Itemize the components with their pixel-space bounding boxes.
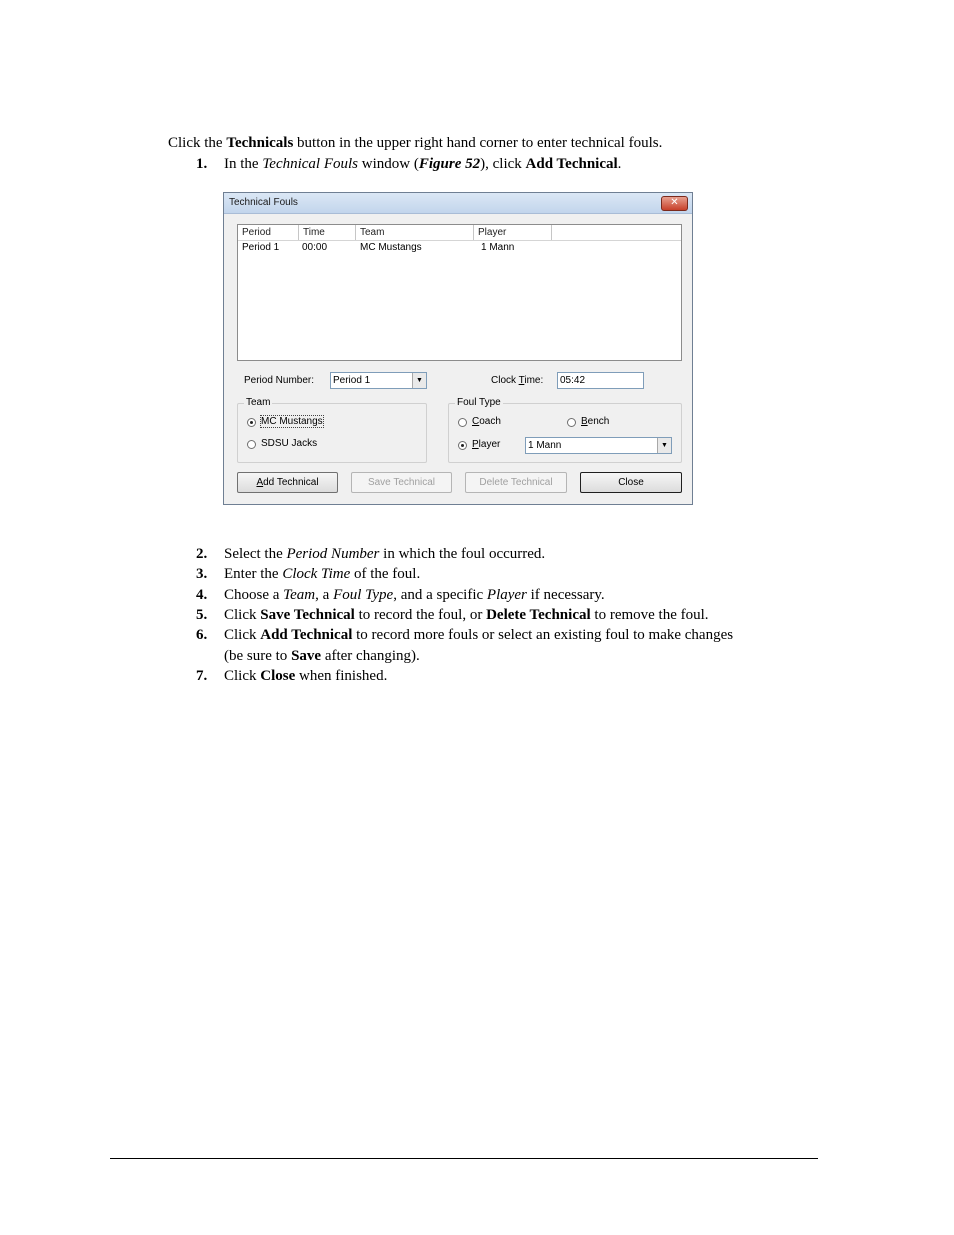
step-text-part: window ( [358,156,419,172]
team-option-mc-mustangs[interactable]: MC Mustangs [261,416,323,427]
step-text-part: to remove the foul. [590,607,709,623]
step-text-part: if necessary. [526,587,605,603]
team-radio-sdsu-jacks[interactable] [247,440,256,449]
row-period: Period 1 [242,242,280,253]
window-titlebar [224,193,692,214]
foul-radio-coach[interactable] [458,418,467,427]
step-3-number: 3. [196,566,208,582]
step-5-text [224,605,709,626]
foul-type-group [448,397,682,463]
step-text-part: Close [260,668,296,684]
step-text-part: Clock Time [282,566,351,582]
step-text-part: Period Number [286,546,380,562]
intro-bold: Technicals [226,135,294,151]
chevron-down-icon[interactable]: ▼ [412,373,426,388]
step-text-part: to record more fouls or select an existing foul to make changes [352,627,734,643]
team-option-sdsu-jacks[interactable]: SDSU Jacks [261,438,318,449]
step-text-part: Choose a [224,587,284,603]
period-number-label: Period Number: [244,375,315,386]
row-team: MC Mustangs [360,242,422,253]
team-group-title: Team [246,397,271,408]
row-time: 00:00 [302,242,328,253]
window-title: Technical Fouls [229,197,298,208]
step-1-text [224,154,621,175]
step-text-part: Add Technical [525,156,618,172]
foul-type-group-title: Foul Type [457,397,501,408]
step-text-part: Technical Fouls [262,156,359,172]
step-6-text-line2 [224,646,420,667]
foul-option-player[interactable]: Player [472,439,501,450]
step-text-part: ), click [480,156,526,172]
step-text-part: after changing). [321,648,420,664]
intro-paragraph [168,133,662,153]
step-text-part: Add Technical [260,627,353,643]
step-text-part: Player [486,587,527,603]
period-number-value: Period 1 [333,375,371,386]
team-group [237,397,427,463]
close-icon[interactable]: ✕ [661,196,688,211]
step-text-part: . [617,156,622,172]
step-text-part: Foul Type [333,587,394,603]
step-1-number: 1. [196,156,208,172]
step-7-text [224,666,387,687]
list-header [238,225,681,241]
row-player: 1 Mann [481,242,515,253]
step-text-part: Enter the [224,566,283,582]
step-4-number: 4. [196,587,208,603]
clock-time-label: Clock Time: [491,375,544,386]
step-text-part: when finished. [295,668,388,684]
step-text-part: Team [283,587,316,603]
add-technical-button[interactable]: Add Technical [237,472,338,493]
column-time[interactable]: Time [299,225,356,240]
step-6-number: 6. [196,627,208,643]
step-6-text [224,625,733,646]
team-radio-mc-mustangs[interactable] [247,418,256,427]
step-text-part: in which the foul occurred. [379,546,546,562]
foul-radio-bench[interactable] [567,418,576,427]
step-text-part: In the [224,156,263,172]
foul-option-coach[interactable]: Coach [472,416,501,427]
step-text-part: to record the foul, or [354,607,487,623]
step-text-part: Figure 52 [418,156,481,172]
column-period[interactable]: Period [238,225,299,240]
foul-option-bench[interactable]: Bench [581,416,610,427]
column-player[interactable]: Player [474,225,552,240]
step-text-part: Click [224,607,261,623]
step-text-part: Save Technical [260,607,355,623]
step-text-part: Click [224,627,261,643]
footer-rule [110,1158,818,1159]
player-combo[interactable] [525,437,672,454]
clock-time-input[interactable]: 05:42 [557,372,644,389]
foul-radio-player[interactable] [458,441,467,450]
step-4-text [224,585,605,606]
chevron-down-icon[interactable]: ▼ [657,438,671,453]
close-button[interactable]: Close [580,472,682,493]
step-text-part: (be sure to [224,648,292,664]
step-text-part: Select the [224,546,287,562]
step-text-part: , and a specific [393,587,487,603]
step-text-part: Save [291,648,322,664]
period-number-combo[interactable] [330,372,427,389]
step-7-number: 7. [196,668,208,684]
step-2-text [224,544,545,565]
step-text-part: of the foul. [350,566,421,582]
save-technical-button[interactable]: Save Technical [351,472,452,493]
step-text-part: Delete Technical [486,607,591,623]
intro-pre: Click the [168,135,227,151]
fouls-list[interactable] [237,224,682,361]
step-3-text [224,564,420,585]
step-text-part: , a [315,587,334,603]
player-value: 1 Mann [528,440,562,451]
technical-fouls-window [223,192,693,505]
step-2-number: 2. [196,546,208,562]
intro-post: button in the upper right hand corner to enter technical fouls. [293,135,663,151]
column-team[interactable]: Team [356,225,474,240]
delete-technical-button[interactable]: Delete Technical [465,472,567,493]
step-text-part: Click [224,668,261,684]
step-5-number: 5. [196,607,208,623]
